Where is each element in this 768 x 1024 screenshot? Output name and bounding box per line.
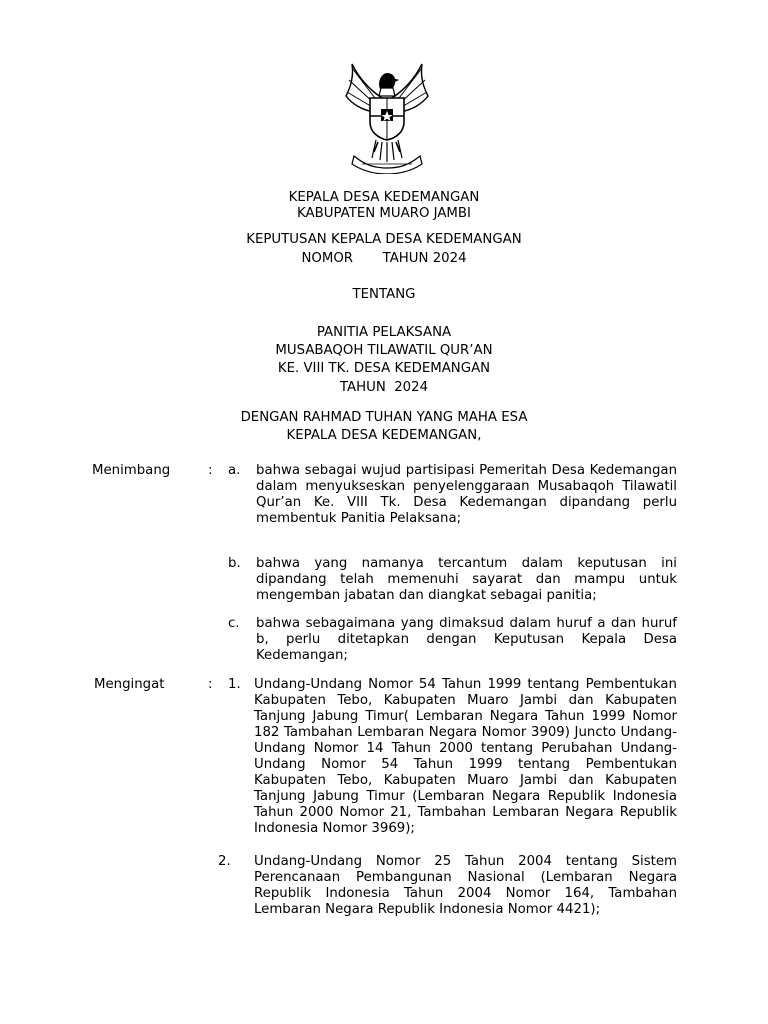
mengingat-label: Mengingat [94, 677, 165, 692]
menimbang-item-text: bahwa yang namanya tercantum dalam keputusan ini dipandang telah memenuhi sayarat dan mampu untuk mengemban jabatan dan diangkat sebagai panitia; [256, 556, 677, 603]
menimbang-label: Menimbang [92, 463, 171, 478]
menimbang-item-text: bahwa sebagai wujud partisipasi Pemeritah Desa Kedemangan dalam menyukseskan penyelenggaraan Musabaqoh Tilawatil Qur’an Ke. VIII Tk. Desa Kedemangan dipandang perlu membentuk Panitia Pelaksana; [256, 463, 677, 526]
mengingat-item-marker: 1. [228, 677, 241, 692]
garuda-pancasila-emblem-icon [340, 58, 434, 174]
menimbang-item-marker: c. [228, 616, 240, 631]
opening-line: KEPALA DESA KEDEMANGAN, [286, 428, 482, 443]
subject-line: MUSABAQOH TILAWATIL QUR’AN [275, 343, 493, 358]
mengingat-item-text: Undang-Undang Nomor 25 Tahun 2004 tentang Sistem Perencanaan Pembangunan Nasional (Lembaran Negara Republik Indonesia Tahun 2004 Nomor 164, Tambahan Lembaran Negara Republik Indonesia Nomor 4421); [254, 854, 677, 917]
mengingat-item-text: Undang-Undang Nomor 54 Tahun 1999 tentang Pembentukan Kabupaten Tebo, Kabupaten Muaro Jambi dan Kabupaten Tanjung Jabung Timur( Lembaran Negara Tahun 1999 Nomor 182 Tambahan Lembaran Negara Nomor 3909) Juncto Undang- Undang Nomor 14 Tahun 2000 tentang Perubahan Undang- Undang Nomor 54 Tahun 1999 tentang Pembentukan Kabupaten Tebo, Kabupaten Muaro Jambi dan Kabupaten Tanjung Jabung Timur (Lembaran Negara Republik Indonesia Tahun 2000 Nomor 21, Tambahan Lembaran Negara Republik Indonesia Nomor 3969); [254, 677, 677, 836]
mengingat-item-marker: 2. [218, 854, 231, 869]
decree-number: NOMOR TAHUN 2024 [301, 251, 467, 266]
menimbang-item-marker: b. [228, 556, 241, 571]
menimbang-item-marker: a. [228, 463, 241, 478]
institution-title: KEPALA DESA KEDEMANGAN [288, 190, 480, 205]
subject-line: KE. VIII TK. DESA KEDEMANGAN [277, 361, 491, 376]
mengingat-colon: : [208, 677, 213, 692]
regency-title: KABUPATEN MUARO JAMBI [297, 206, 471, 221]
opening-line: DENGAN RAHMAD TUHAN YANG MAHA ESA [240, 410, 528, 425]
menimbang-item-text: bahwa sebagaimana yang dimaksud dalam huruf a dan huruf b, perlu ditetapkan dengan Keputusan Kepala Desa Kedemangan; [256, 616, 677, 663]
menimbang-colon: : [208, 463, 213, 478]
subject-line: TAHUN 2024 [339, 380, 429, 395]
tentang-heading: TENTANG [352, 287, 416, 302]
subject-line: PANITIA PELAKSANA [316, 325, 452, 340]
decree-title: KEPUTUSAN KEPALA DESA KEDEMANGAN [246, 232, 522, 247]
